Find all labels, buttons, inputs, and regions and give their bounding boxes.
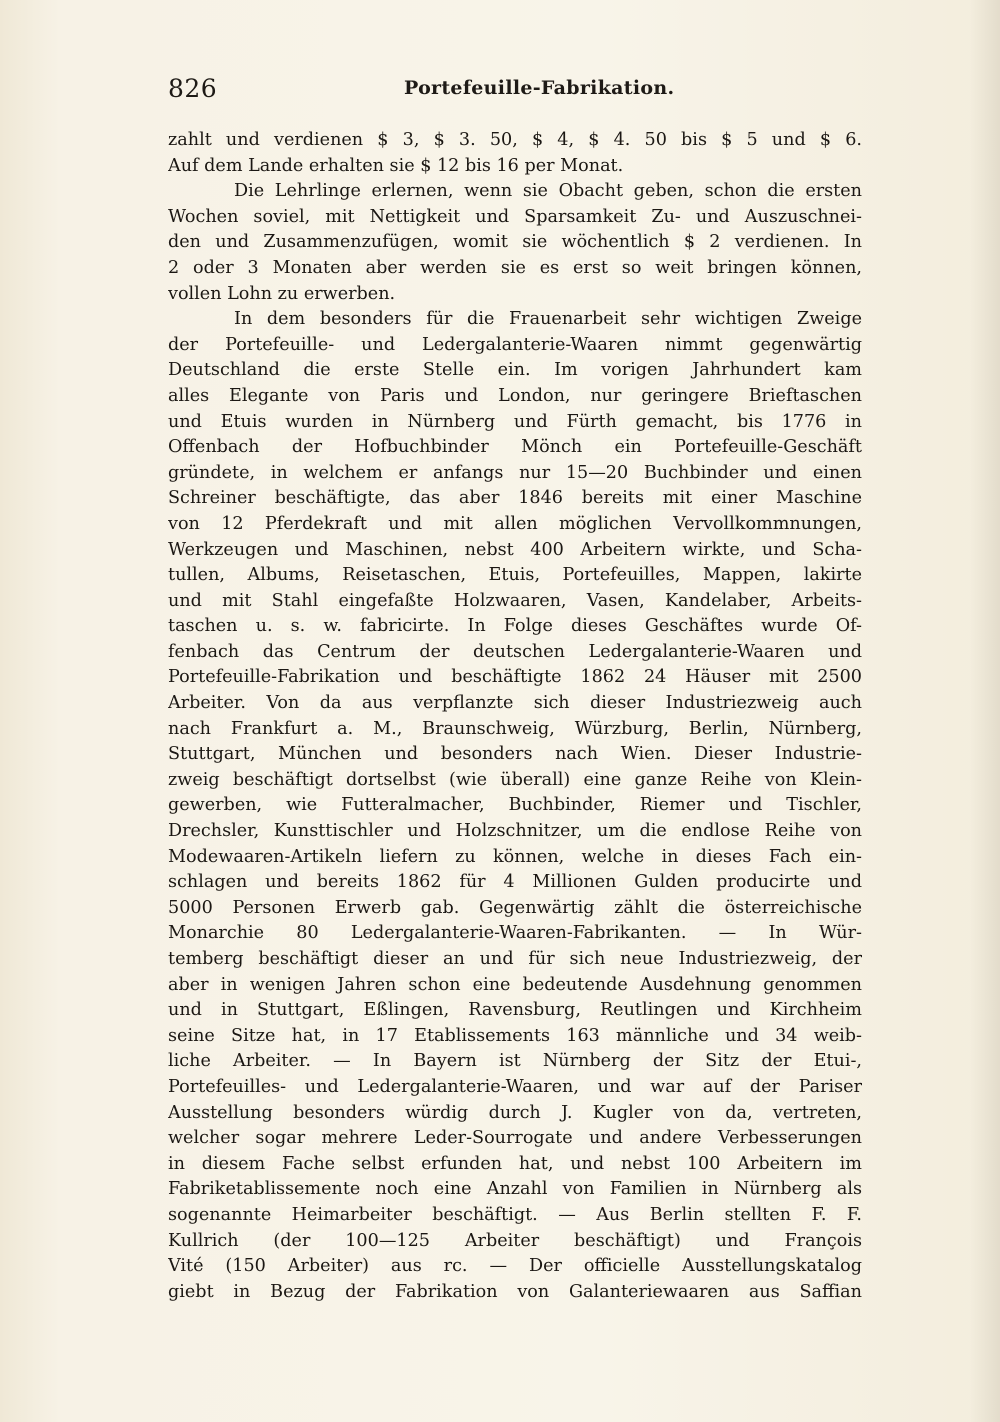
text-line: In dem besonders für die Frauenarbeit sehr wichtigen Zweige xyxy=(234,309,862,330)
text-line: liche Arbeiter. — In Bayern ist Nürnberg der Sitz der Etui-, xyxy=(168,1051,862,1072)
text-line: und mit Stahl eingefaßte Holzwaaren, Vasen, Kandelaber, Arbeits- xyxy=(168,590,862,611)
page-fold-shadow xyxy=(970,0,1000,1422)
running-title: Portefeuille-Fabrikation. xyxy=(404,77,675,99)
text-line: der Portefeuille- und Ledergalanterie-Waaren nimmt gegenwärtig xyxy=(168,334,862,355)
text-line: taschen u. s. w. fabricirte. In Folge dieses Geschäftes wurde Of- xyxy=(168,616,862,637)
page-number: 826 xyxy=(168,74,218,103)
text-line: zweig beschäftigt dortselbst (wie überall) eine ganze Reihe von Klein- xyxy=(168,769,862,790)
text-line: in diesem Fache selbst erfunden hat, und nebst 100 Arbeitern im xyxy=(168,1153,862,1174)
text-line: Ausstellung besonders würdig durch J. Kugler von da, vertreten, xyxy=(168,1102,862,1123)
text-line: Werkzeugen und Maschinen, nebst 400 Arbeitern wirkte, und Scha- xyxy=(168,539,862,560)
text-line: vollen Lohn zu erwerben. xyxy=(168,283,396,304)
text-line: Die Lehrlinge erlernen, wenn sie Obacht geben, schon die ersten xyxy=(234,181,862,202)
page-header xyxy=(168,74,863,108)
text-line: aber in wenigen Jahren schon eine bedeutende Ausdehnung genommen xyxy=(168,974,862,995)
text-line: Portefeuilles- und Ledergalanterie-Waaren, und war auf der Pariser xyxy=(168,1076,862,1097)
text-line: Offenbach der Hofbuchbinder Mönch ein Portefeuille-Geschäft xyxy=(168,437,862,458)
text-line: Kullrich (der 100—125 Arbeiter beschäftigt) und François xyxy=(168,1230,862,1251)
text-line: gewerben, wie Futteralmacher, Buchbinder, Riemer und Tischler, xyxy=(168,795,862,816)
text-line: Auf dem Lande erhalten sie $ 12 bis 16 per Monat. xyxy=(168,155,624,176)
text-line: Fabriketablissemente noch eine Anzahl von Familien in Nürnberg als xyxy=(168,1179,862,1200)
text-line: fenbach das Centrum der deutschen Ledergalanterie-Waaren und xyxy=(168,641,862,662)
text-line: Arbeiter. Von da aus verpflanzte sich dieser Industriezweig auch xyxy=(168,693,862,714)
text-line: Drechsler, Kunsttischler und Holzschnitzer, um die endlose Reihe von xyxy=(168,821,862,842)
text-line: nach Frankfurt a. M., Braunschweig, Würzburg, Berlin, Nürnberg, xyxy=(168,718,862,739)
text-line: giebt in Bezug der Fabrikation von Galanteriewaaren aus Saffian xyxy=(168,1281,862,1302)
text-line: 5000 Personen Erwerb gab. Gegenwärtig zählt die österreichische xyxy=(168,897,862,918)
text-line: seine Sitze hat, in 17 Etablissements 163 männliche und 34 weib- xyxy=(168,1025,862,1046)
text-line: sogenannte Heimarbeiter beschäftigt. — Aus Berlin stellten F. F. xyxy=(168,1204,862,1225)
text-line: zahlt und verdienen $ 3, $ 3. 50, $ 4, $ 4. 50 bis $ 5 und $ 6. xyxy=(168,130,862,150)
text-line: Monarchie 80 Ledergalanterie-Waaren-Fabrikanten. — In Wür- xyxy=(168,923,862,944)
text-line: Vité (150 Arbeiter) aus rc. — Der officielle Ausstellungskatalog xyxy=(168,1256,862,1277)
text-line: Deutschland die erste Stelle ein. Im vorigen Jahrhundert kam xyxy=(168,360,862,381)
text-line: welcher sogar mehrere Leder-Sourrogate und andere Verbesserungen xyxy=(168,1128,862,1149)
text-line: alles Elegante von Paris und London, nur geringere Brieftaschen xyxy=(168,385,862,406)
text-line: Wochen soviel, mit Nettigkeit und Sparsamkeit Zu- und Auszuschnei- xyxy=(168,206,862,227)
text-line: Stuttgart, München und besonders nach Wien. Dieser Industrie- xyxy=(168,744,862,765)
text-line: und in Stuttgart, Eßlingen, Ravensburg, Reutlingen und Kirchheim xyxy=(168,1000,862,1021)
text-line: von 12 Pferdekraft und mit allen möglichen Vervollkommnungen, xyxy=(168,513,862,534)
text-line: tullen, Albums, Reisetaschen, Etuis, Portefeuilles, Mappen, lakirte xyxy=(168,565,862,586)
text-line: Modewaaren-Artikeln liefern zu können, welche in dieses Fach ein- xyxy=(168,846,862,867)
text-line: 2 oder 3 Monaten aber werden sie es erst so weit bringen können, xyxy=(168,257,862,278)
text-line: schlagen und bereits 1862 für 4 Millionen Gulden producirte und xyxy=(168,872,862,893)
text-line: und Etuis wurden in Nürnberg und Fürth gemacht, bis 1776 in xyxy=(168,411,862,432)
body-text xyxy=(168,128,862,1305)
text-line: Portefeuille-Fabrikation und beschäftigte 1862 24 Häuser mit 2500 xyxy=(168,667,862,688)
text-line: gründete, in welchem er anfangs nur 15—20 Buchbinder und einen xyxy=(168,462,862,483)
text-line: Schreiner beschäftigte, das aber 1846 bereits mit einer Maschine xyxy=(168,488,862,509)
text-line: den und Zusammenzufügen, womit sie wöchentlich $ 2 verdienen. In xyxy=(168,232,862,253)
text-line: temberg beschäftigt dieser an und für sich neue Industriezweig, der xyxy=(168,949,862,969)
